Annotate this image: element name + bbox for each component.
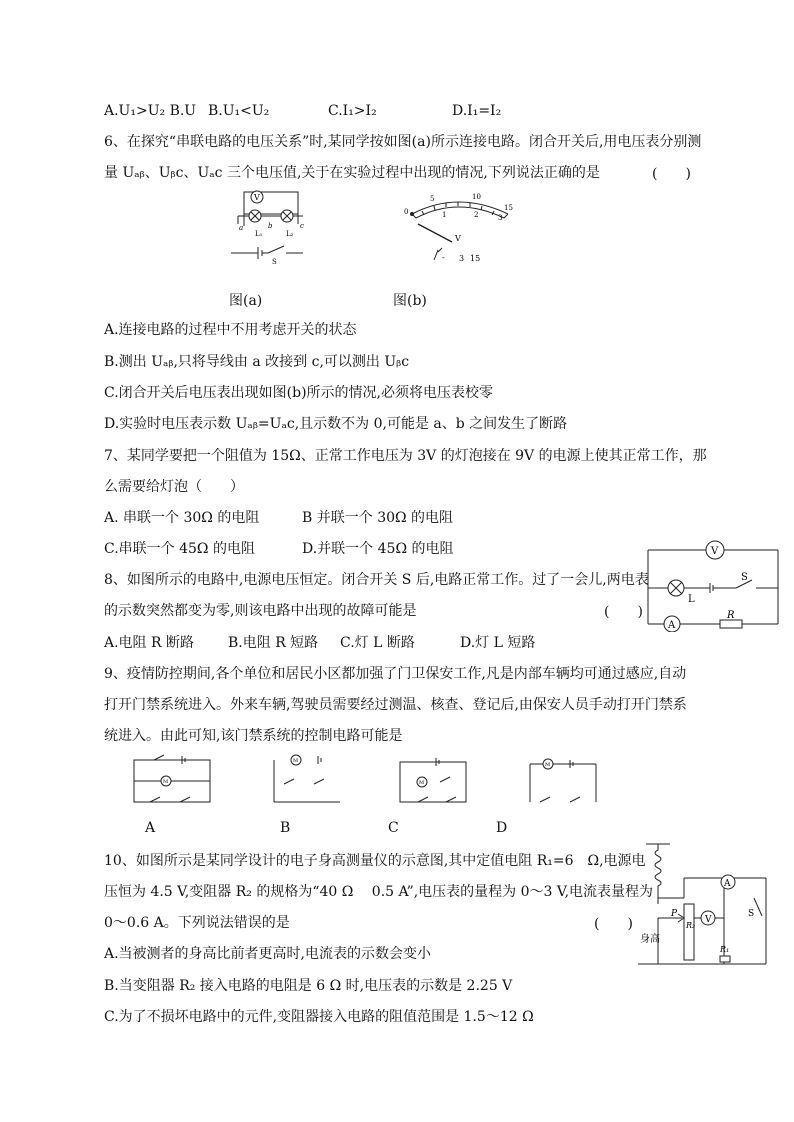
q10-stem-line1: 10、如图所示是某同学设计的电子身高测量仪的示意图,其中定值电阻 R₁=6 Ω,电源电	[104, 853, 646, 869]
q8-circuit-figure	[644, 540, 784, 632]
q8-voltmeter-label: V	[711, 546, 719, 557]
q6-stem-line1: 6、在探究“串联电路的电压关系”时,某同学按如图(a)所示连接电路。闭合开关后,用电压表分别测	[104, 134, 702, 150]
q6a-c-label: c	[300, 222, 304, 230]
q6b-tick-1: 1	[442, 211, 447, 219]
q6b-15-terminal: 15	[470, 254, 481, 263]
q6a-a-label: a	[239, 224, 244, 232]
q6b-minus-terminal: -	[442, 253, 445, 262]
q6b-tick-2: 2	[474, 211, 479, 219]
q9d-motor: M	[545, 762, 551, 768]
q9-label-a: A	[145, 820, 156, 836]
q6-figure-a-caption: 图(a)	[229, 293, 263, 309]
q10-stem-line3: 0～0.6 A。下列说法错误的是	[104, 915, 290, 931]
q10-option-b: B.当变阻器 R₂ 接入电路的电阻是 6 Ω 时,电压表的示数是 2.25 V	[104, 978, 513, 994]
q9-label-d: D	[496, 820, 508, 836]
q10-r2-label: R₂	[686, 921, 696, 930]
q10-height-label: 身高	[640, 934, 660, 945]
q6a-v-label: V	[254, 193, 260, 202]
q10-slider-label: P	[671, 909, 678, 919]
q9-circuit-b	[270, 754, 346, 806]
q9-label-c: C	[388, 820, 399, 836]
q5-option-b: B.U₁<U₂	[208, 103, 270, 119]
q6a-l2-label: L₂	[286, 230, 294, 238]
q6b-tick-10: 10	[472, 193, 481, 201]
q7-option-b: B 并联一个 30Ω 的电阻	[302, 510, 454, 526]
q8-ammeter-label: A	[668, 620, 676, 631]
q7-option-a: A. 串联一个 30Ω 的电阻	[104, 510, 260, 526]
q8-option-b: B.电阻 R 短路	[228, 635, 319, 651]
q8-stem-line1: 8、如图所示的电路中,电源电压恒定。闭合开关 S 后,电路正常工作。过了一会儿,两电表	[104, 572, 649, 588]
q5-option-a: A.U₁>U₂ B.U	[104, 103, 197, 119]
q9-stem-line3: 统进入。由此可知,该门禁系统的控制电路可能是	[104, 728, 403, 744]
q10-answer-paren: ( )	[594, 916, 633, 932]
q10-switch-label: S	[748, 909, 755, 919]
q10-option-a: A.当被测者的身高比前者更高时,电流表的示数会变小	[104, 946, 432, 962]
q8-lamp-label: L	[688, 594, 695, 605]
q6b-tick-0: 0	[404, 208, 409, 216]
q9-stem-line1: 9、疫情防控期间,各个单位和居民小区都加强了门卫保安工作,凡是内部车辆均可通过感应,自动	[104, 666, 687, 682]
q6-option-b: B.测出 Uₐᵦ,只将导线由 a 改接到 c,可以测出 Uᵦc	[104, 354, 410, 370]
q6a-l1-label: L₁	[255, 230, 263, 238]
q7-stem-line2: 么需要给灯泡（ ）	[104, 479, 244, 495]
q6-figure-b-voltmeter	[398, 190, 518, 266]
q9-circuit-d	[526, 754, 602, 806]
q8-switch-label: S	[741, 572, 748, 583]
q6b-3-terminal: 3	[459, 254, 465, 263]
q10-voltmeter-label: V	[705, 915, 712, 925]
q5-option-d: D.I₁=I₂	[452, 103, 502, 119]
q10-r1-label: R₁	[720, 945, 730, 954]
q9-stem-line2: 打开门禁系统进入。外来车辆,驾驶员需要经过测温、核查、登记后,由保安人员手动打开门禁系	[104, 697, 687, 713]
q6-option-c: C.闭合开关后电压表出现如图(b)所示的情况,必须将电压表校零	[104, 385, 493, 401]
q7-option-d: D.并联一个 45Ω 的电阻	[302, 541, 454, 557]
q7-stem-line1: 7、某同学要把一个阻值为 15Ω、正常工作电压为 3V 的灯泡接在 9V 的电源上使其正常工作，那	[104, 448, 707, 464]
q8-resistor-label: R	[727, 610, 735, 621]
q8-option-d: D.灯 L 短路	[460, 635, 536, 651]
q9-circuit-a	[130, 754, 216, 806]
q5-option-c: C.I₁>I₂	[328, 103, 377, 119]
q6a-b-label: b	[268, 222, 273, 230]
q9-label-b: B	[280, 820, 291, 836]
q6-figure-b-caption: 图(b)	[393, 293, 427, 309]
q6-answer-paren: ( )	[652, 166, 691, 182]
q8-option-c: C.灯 L 断路	[340, 635, 415, 651]
q9c-motor: M	[419, 780, 425, 786]
q6b-tick-15: 15	[504, 204, 513, 212]
q6-option-d: D.实验时电压表示数 Uₐᵦ=Uₐc,且示数不为 0,可能是 a、b 之间发生了断路	[104, 416, 568, 432]
q8-stem-line2: 的示数突然都变为零,则该电路中出现的故障可能是	[104, 603, 417, 619]
q6b-v-label: V	[455, 234, 461, 243]
q9b-motor: M	[293, 758, 299, 764]
q6-option-a: A.连接电路的过程中不用考虑开关的状态	[104, 322, 357, 338]
q8-option-a: A.电阻 R 断路	[104, 635, 195, 651]
q7-option-c: C.串联一个 45Ω 的电阻	[104, 541, 255, 557]
q8-answer-paren: ( )	[604, 604, 643, 620]
q10-stem-line2: 压恒为 4.5 V,变阻器 R₂ 的规格为“40 Ω 0.5 A”,电压表的量程为 0～3 V,电流表量程为	[104, 884, 654, 900]
q6b-tick-3: 3	[498, 214, 503, 222]
q10-height-meter-figure	[634, 842, 774, 972]
q9a-motor: M	[163, 779, 169, 785]
q10-option-c: C.为了不损坏电路中的元件,变阻器接入电路的阻值范围是 1.5～12 Ω	[104, 1009, 534, 1025]
q6a-s-label: S	[272, 258, 277, 266]
q9-circuit-c	[396, 754, 472, 806]
q6-stem-line2: 量 Uₐᵦ、Uᵦc、Uₐc 三个电压值,关于在实验过程中出现的情况,下列说法正确的是	[104, 165, 600, 181]
q6b-tick-5: 5	[430, 195, 435, 203]
q6-figure-a	[228, 186, 318, 266]
q10-ammeter-label: A	[724, 879, 731, 889]
